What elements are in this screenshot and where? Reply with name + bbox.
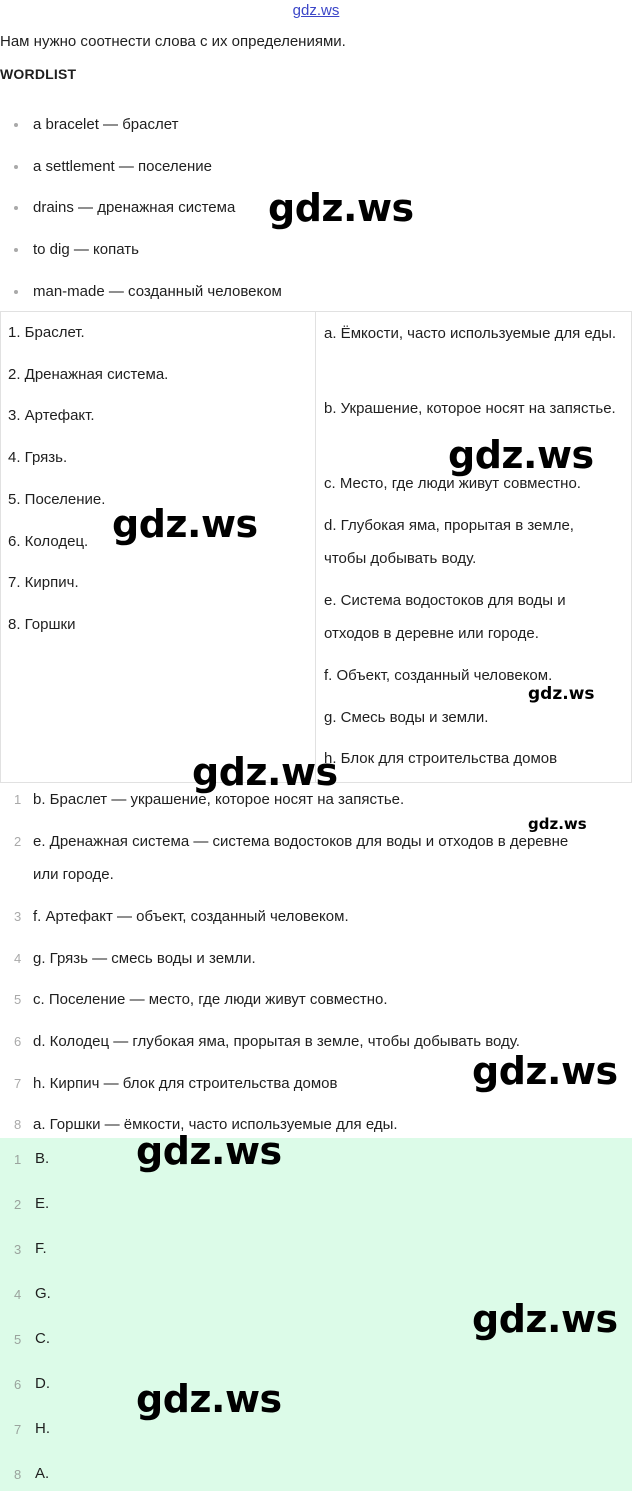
short-answer-letter: D. [35, 1375, 50, 1392]
word-item: 4. Грязь. [8, 449, 68, 466]
watermark: gdz.ws [268, 186, 414, 230]
short-answer-number: 5 [14, 1332, 22, 1347]
wordlist-title: WORDLIST [0, 66, 77, 82]
bullet-icon [14, 248, 18, 252]
wordlist-item: a settlement — поселение [14, 146, 282, 188]
short-answer-number: 7 [14, 1422, 22, 1437]
answer-text: c. Поселение — место, где люди живут совместно. [33, 991, 388, 1008]
definition-item: c. Место, где люди живут совместно. [324, 475, 581, 492]
word-item: 1. Браслет. [8, 324, 85, 341]
definition-item: f. Объект, созданный человеком. [324, 667, 553, 684]
answer-text: g. Грязь — смесь воды и земли. [33, 950, 256, 967]
watermark: gdz.ws [136, 1129, 282, 1173]
definition-item: d. Глубокая яма, прорытая в земле, чтобы добывать воду. [324, 517, 574, 567]
definition-item: a. Ёмкости, часто используемые для еды. [324, 325, 617, 342]
definition-item: g. Смесь воды и земли. [324, 709, 489, 726]
wordlist [14, 104, 282, 312]
short-answer-letter: G. [35, 1285, 51, 1302]
answer-number: 4 [14, 951, 22, 966]
watermark: gdz.ws [136, 1377, 282, 1421]
word-item: 3. Артефакт. [8, 407, 95, 424]
watermark: gdz.ws [472, 1297, 618, 1341]
word-item: 6. Колодец. [8, 533, 89, 550]
matching-table [0, 311, 632, 783]
bullet-icon [14, 123, 18, 127]
answer-number: 2 [14, 834, 22, 849]
site-watermark-link[interactable]: gdz.ws [292, 2, 340, 19]
wordlist-item: a bracelet — браслет [14, 104, 282, 146]
watermark: gdz.ws [528, 684, 595, 704]
bullet-icon [14, 206, 18, 210]
bullet-icon [14, 165, 18, 169]
answer-number: 3 [14, 909, 22, 924]
short-answer-number: 3 [14, 1242, 22, 1257]
short-answer-number: 1 [14, 1152, 22, 1167]
short-answer-number: 8 [14, 1467, 22, 1482]
watermark: gdz.ws [472, 1049, 618, 1093]
definition-item: e. Система водостоков для воды и отходов в деревне или городе. [324, 592, 566, 642]
words-column [1, 312, 316, 782]
intro-text: Нам нужно соотнести слова с их определениями. [0, 33, 346, 50]
answer-text: h. Кирпич — блок для строительства домов [33, 1075, 338, 1092]
definition-item: h. Блок для строительства домов [324, 750, 558, 767]
answer-number: 1 [14, 792, 22, 807]
short-answer-letter: E. [35, 1195, 50, 1212]
answer-number: 5 [14, 992, 22, 1007]
definition-item: b. Украшение, которое носят на запястье. [324, 400, 616, 417]
answer-text: e. Дренажная система — система водостоков для воды и отходов в деревне или городе. [33, 833, 569, 883]
word-item: 5. Поселение. [8, 491, 106, 508]
word-item: 8. Горшки [8, 616, 76, 633]
answer-text: f. Артефакт — объект, созданный человеком. [33, 908, 349, 925]
answer-text: b. Браслет — украшение, которое носят на запястье. [33, 791, 405, 808]
short-answer-number: 4 [14, 1287, 22, 1302]
word-item: 7. Кирпич. [8, 574, 79, 591]
watermark: gdz.ws [112, 502, 258, 546]
short-answer-letter: B. [35, 1150, 50, 1167]
wordlist-item: to dig — копать [14, 229, 282, 271]
watermark: gdz.ws [528, 815, 587, 833]
answer-number: 7 [14, 1076, 22, 1091]
short-answer-letter: C. [35, 1330, 50, 1347]
wordlist-item: man-made — созданный человеком [14, 271, 282, 313]
word-item: 2. Дренажная система. [8, 366, 169, 383]
short-answer-letter: A. [35, 1465, 50, 1482]
answer-text: d. Колодец — глубокая яма, прорытая в земле, чтобы добывать воду. [33, 1033, 520, 1050]
watermark: gdz.ws [192, 750, 338, 794]
answer-text: a. Горшки — ёмкости, часто используемые для еды. [33, 1116, 398, 1133]
answer-number: 8 [14, 1117, 22, 1132]
short-answer-number: 6 [14, 1377, 22, 1392]
short-answer-letter: H. [35, 1420, 50, 1437]
watermark: gdz.ws [448, 433, 594, 477]
short-answer-letter: F. [35, 1240, 47, 1257]
short-answer-number: 2 [14, 1197, 22, 1212]
wordlist-item: drains — дренажная система [14, 187, 282, 229]
bullet-icon [14, 290, 18, 294]
answer-number: 6 [14, 1034, 22, 1049]
